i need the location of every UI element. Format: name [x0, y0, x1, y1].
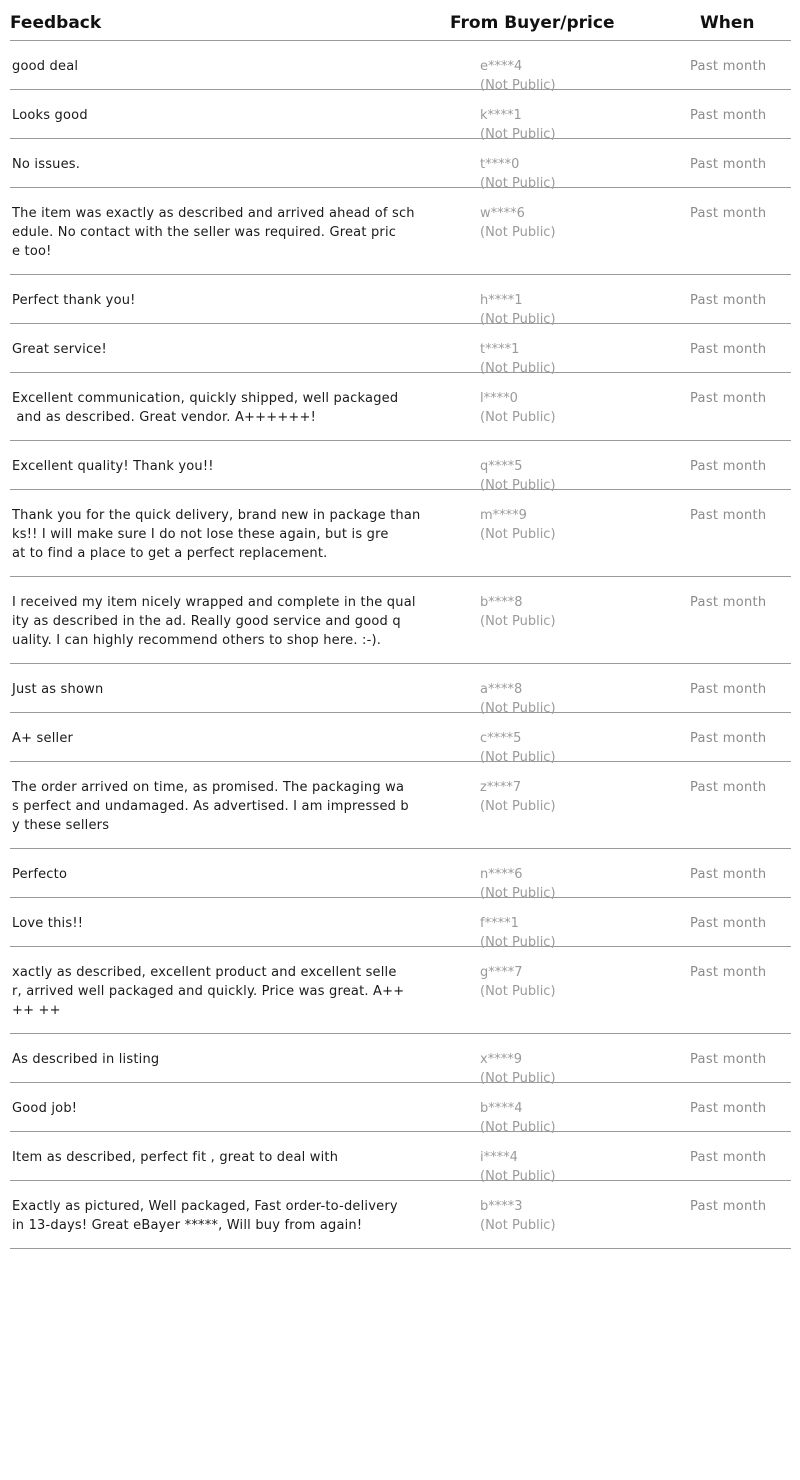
buyer-name: k****1 [480, 108, 522, 123]
buyer-price-note: (Not Public) [480, 1071, 556, 1086]
buyer-cell [480, 778, 556, 816]
buyer-price-note: (Not Public) [480, 78, 556, 93]
buyer-name: t****0 [480, 157, 520, 172]
feedback-comment: Love this!! [12, 916, 84, 931]
feedback-when: Past month [690, 459, 767, 474]
buyer-name: b****4 [480, 1101, 523, 1116]
buyer-name: c****5 [480, 731, 522, 746]
feedback-comment: Excellent quality! Thank you!! [12, 459, 214, 474]
table-row [10, 1181, 791, 1249]
buyer-price-note: (Not Public) [480, 701, 556, 716]
buyer-price-note: (Not Public) [480, 935, 556, 950]
feedback-comment: Item as described, perfect fit , great to deal with [12, 1150, 339, 1165]
buyer-cell [480, 593, 556, 631]
feedback-when: Past month [690, 157, 767, 172]
buyer-price-note: (Not Public) [480, 312, 556, 327]
buyer-price-note: (Not Public) [480, 886, 556, 901]
feedback-when: Past month [690, 965, 767, 980]
buyer-price-note: (Not Public) [480, 527, 556, 542]
buyer-name: l****0 [480, 391, 518, 406]
table-row [10, 947, 791, 1034]
buyer-price-note: (Not Public) [480, 478, 556, 493]
table-row [10, 1034, 791, 1086]
table-row [10, 762, 791, 849]
feedback-comment: Great service! [12, 342, 107, 357]
table-row [10, 664, 791, 716]
buyer-price-note: (Not Public) [480, 176, 556, 191]
buyer-name: a****8 [480, 682, 523, 697]
table-row [10, 1132, 791, 1184]
buyer-price-note: (Not Public) [480, 799, 556, 814]
table-row [10, 139, 791, 191]
buyer-price-note: (Not Public) [480, 361, 556, 376]
buyer-price-note: (Not Public) [480, 1218, 556, 1233]
feedback-table [10, 0, 791, 1249]
table-row [10, 577, 791, 664]
feedback-comment: Perfecto [12, 867, 68, 882]
feedback-when: Past month [690, 1052, 767, 1067]
feedback-comment: The order arrived on time, as promised. The packaging wa s perfect and undamaged. As advertised. I am impressed b y these sellers [12, 780, 409, 833]
table-row [10, 275, 791, 327]
buyer-price-note: (Not Public) [480, 984, 556, 999]
feedback-when: Past month [690, 916, 767, 931]
buyer-name: h****1 [480, 293, 523, 308]
feedback-when: Past month [690, 595, 767, 610]
feedback-comment: Excellent communication, quickly shipped, well packaged and as described. Great vendor. A++++++! [12, 391, 399, 425]
feedback-when: Past month [690, 293, 767, 308]
buyer-name: q****5 [480, 459, 523, 474]
buyer-name: e****4 [480, 59, 523, 74]
feedback-comment: Exactly as pictured, Well packaged, Fast order-to-delivery in 13-days! Great eBayer *****, Will buy from again! [12, 1199, 398, 1233]
feedback-when: Past month [690, 1150, 767, 1165]
feedback-when: Past month [690, 108, 767, 123]
buyer-name: f****1 [480, 916, 519, 931]
feedback-when: Past month [690, 780, 767, 795]
table-row [10, 373, 791, 441]
table-row [10, 898, 791, 950]
buyer-cell [480, 963, 556, 1001]
table-row [10, 441, 791, 493]
table-row [10, 490, 791, 577]
feedback-when: Past month [690, 59, 767, 74]
buyer-cell [480, 389, 556, 427]
buyer-price-note: (Not Public) [480, 614, 556, 629]
feedback-comment: good deal [12, 59, 79, 74]
feedback-comment: The item was exactly as described and arrived ahead of sch edule. No contact with the seller was required. Great pric e too! [12, 206, 415, 259]
buyer-price-note: (Not Public) [480, 410, 556, 425]
buyer-price-note: (Not Public) [480, 1120, 556, 1135]
buyer-name: b****3 [480, 1199, 523, 1214]
feedback-comment: No issues. [12, 157, 81, 172]
feedback-when: Past month [690, 206, 767, 221]
header-when: When [700, 13, 755, 33]
buyer-name: t****1 [480, 342, 520, 357]
feedback-when: Past month [690, 1101, 767, 1116]
buyer-cell [480, 506, 556, 544]
feedback-when: Past month [690, 508, 767, 523]
table-header [10, 0, 791, 41]
buyer-name: g****7 [480, 965, 523, 980]
feedback-when: Past month [690, 1199, 767, 1214]
feedback-comment: Looks good [12, 108, 88, 123]
table-row [10, 90, 791, 142]
feedback-comment: xactly as described, excellent product and excellent selle r, arrived well packaged and quickly. Price was great. A++ ++ ++ [12, 965, 405, 1018]
buyer-price-note: (Not Public) [480, 127, 556, 142]
buyer-cell [480, 204, 556, 242]
table-row [10, 41, 791, 93]
buyer-price-note: (Not Public) [480, 750, 556, 765]
feedback-comment: A+ seller [12, 731, 74, 746]
buyer-name: b****8 [480, 595, 523, 610]
buyer-name: i****4 [480, 1150, 518, 1165]
buyer-price-note: (Not Public) [480, 1169, 556, 1184]
table-row [10, 713, 791, 765]
feedback-comment: I received my item nicely wrapped and complete in the qual ity as described in the ad. Really good service and good q uality. I can highly recommend others to shop here. :-). [12, 595, 416, 648]
feedback-when: Past month [690, 682, 767, 697]
feedback-comment: Perfect thank you! [12, 293, 136, 308]
header-feedback: Feedback [10, 13, 102, 33]
table-row [10, 849, 791, 901]
feedback-comment: Good job! [12, 1101, 78, 1116]
table-row [10, 1083, 791, 1135]
table-row [10, 324, 791, 376]
feedback-when: Past month [690, 391, 767, 406]
feedback-when: Past month [690, 342, 767, 357]
buyer-price-note: (Not Public) [480, 225, 556, 240]
header-from-buyer-price: From Buyer/price [450, 13, 615, 33]
buyer-name: z****7 [480, 780, 522, 795]
buyer-name: m****9 [480, 508, 527, 523]
buyer-cell [480, 1197, 556, 1235]
feedback-comment: Thank you for the quick delivery, brand new in package than ks!! I will make sure I do not lose these again, but is gre at to find a place to get a perfect replacement. [12, 508, 421, 561]
buyer-name: x****9 [480, 1052, 522, 1067]
buyer-name: w****6 [480, 206, 525, 221]
feedback-comment: Just as shown [12, 682, 104, 697]
feedback-comment: As described in listing [12, 1052, 160, 1067]
feedback-when: Past month [690, 731, 767, 746]
feedback-when: Past month [690, 867, 767, 882]
buyer-name: n****6 [480, 867, 523, 882]
table-row [10, 188, 791, 275]
